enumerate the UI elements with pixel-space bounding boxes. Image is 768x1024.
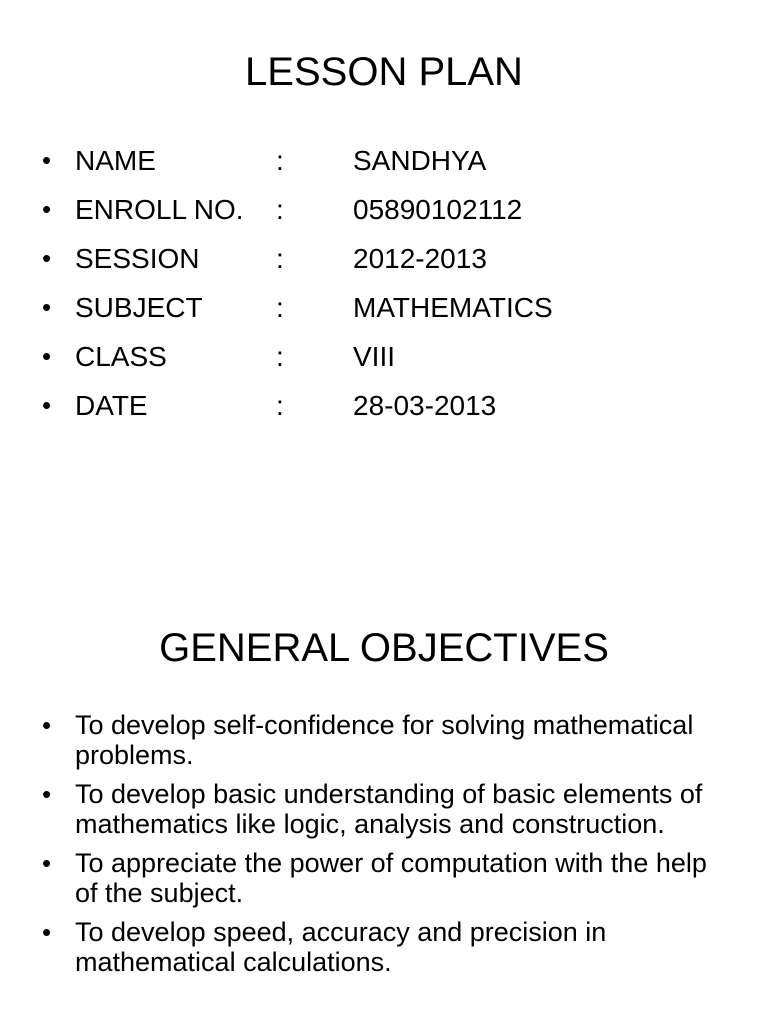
- info-label: SESSION: [75, 243, 200, 274]
- bullet-icon: •: [42, 848, 52, 878]
- bullet-icon: •: [42, 779, 52, 809]
- lesson-info-list: [0, 136, 768, 430]
- info-value: SANDHYA: [353, 145, 487, 176]
- objective-item: [0, 917, 768, 977]
- info-value: MATHEMATICS: [353, 292, 553, 323]
- info-label: NAME: [75, 145, 156, 176]
- info-separator: :: [276, 341, 284, 372]
- info-row-name: [0, 136, 768, 185]
- bullet-icon: •: [42, 194, 52, 224]
- objective-text: To develop self-confidence for solving mathematical problems.: [75, 710, 694, 770]
- info-separator: :: [276, 390, 284, 421]
- info-value: 28-03-2013: [353, 390, 497, 421]
- bullet-icon: •: [42, 710, 52, 740]
- info-separator: :: [276, 243, 284, 274]
- general-objectives-slide: [0, 560, 768, 1024]
- objectives-list: [0, 710, 768, 986]
- objective-text: To appreciate the power of computation with the help of the subject.: [75, 848, 707, 908]
- info-row-class: [0, 332, 768, 381]
- info-value: 05890102112: [353, 194, 523, 225]
- lesson-plan-title: LESSON PLAN: [245, 50, 523, 94]
- info-row-subject: [0, 283, 768, 332]
- info-value: VIII: [353, 341, 396, 372]
- objective-item: [0, 710, 768, 770]
- bullet-icon: •: [42, 917, 52, 947]
- info-label: DATE: [75, 390, 148, 421]
- info-separator: :: [276, 145, 284, 176]
- objective-item: [0, 779, 768, 839]
- bullet-icon: •: [42, 292, 52, 322]
- info-label: ENROLL NO.: [75, 194, 244, 225]
- info-separator: :: [276, 292, 284, 323]
- bullet-icon: •: [42, 341, 52, 371]
- objective-item: [0, 848, 768, 908]
- bullet-icon: •: [42, 243, 52, 273]
- info-row-enroll-no: [0, 185, 768, 234]
- bullet-icon: •: [42, 390, 52, 420]
- bullet-icon: •: [42, 145, 52, 175]
- general-objectives-title: GENERAL OBJECTIVES: [159, 626, 609, 670]
- objective-text: To develop basic understanding of basic elements of mathematics like logic, analysis and construction.: [75, 779, 703, 839]
- info-value: 2012-2013: [353, 243, 487, 274]
- objective-text: To develop speed, accuracy and precision in mathematical calculations.: [75, 917, 607, 977]
- info-row-date: [0, 381, 768, 430]
- info-row-session: [0, 234, 768, 283]
- info-label: SUBJECT: [75, 292, 203, 323]
- info-separator: :: [276, 194, 284, 225]
- info-label: CLASS: [75, 341, 167, 372]
